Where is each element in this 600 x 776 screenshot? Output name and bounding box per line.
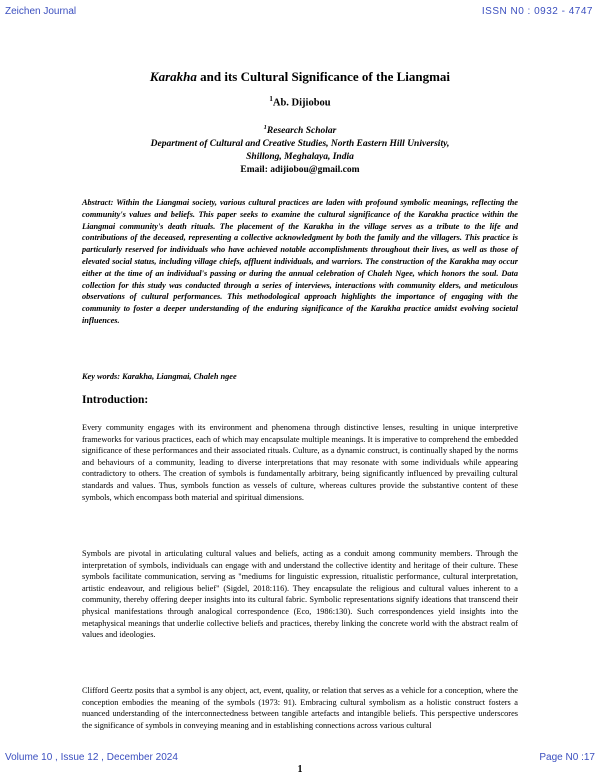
volume-issue: Volume 10 , Issue 12 , December 2024 xyxy=(5,752,178,763)
author-sup: 1 xyxy=(269,95,273,103)
affiliation-role: Research Scholar xyxy=(266,126,337,137)
keywords-label: Key words: xyxy=(82,372,121,381)
keywords-text: Karakha, Liangmai, Chaleh ngee xyxy=(120,372,237,381)
journal-page-no: Page N0 :17 xyxy=(539,752,595,763)
affiliation-role-line xyxy=(0,121,600,138)
affiliation-sup: 1 xyxy=(263,124,267,131)
title-italic-term: Karakha xyxy=(149,69,197,84)
issn: ISSN N0 : 0932 - 4747 xyxy=(481,6,593,17)
title-text: and its Cultural Significance of the Liangmai xyxy=(196,69,451,84)
author-email: Email: adijiobou@gmail.com xyxy=(240,165,360,175)
body-paragraph: Every community engages with its environment and phenomena through distinctive lenses, resulting in unique interpretive frameworks for various practices, each of which may encapsulate multiple meanings. It is imperative to comprehend the embedded significance of these performances and their associated rituals. Culture, as a dynamic construct, is continually shaped by the norms and behaviours of a community, leading to diverse interpretations that may resonate with some individuals while appearing contradictory to others. The creation of symbols is fundamentally arbitrary, being significantly influenced by prevailing cultural standards and values. Thus, symbols function as vessels of culture, whereas cultures provide the substantive content of these symbols, which encompass both material and spiritual dimensions. xyxy=(82,423,518,502)
section-heading: Introduction: xyxy=(82,394,149,406)
affiliation-department: Department of Cultural and Creative Studies, North Eastern Hill University, xyxy=(150,139,450,150)
abstract-label: Abstract: xyxy=(82,198,114,207)
author-name: Ab. Dijiobou xyxy=(272,97,331,109)
author xyxy=(0,95,600,109)
body-paragraph: Symbols are pivotal in articulating cultural values and beliefs, acting as a conduit among community members. Through the interpretation of symbols, individuals can engage with and understand the collective identity and heritage of their culture. These symbols facilitate communication, serving as "mediums for linguistic expression, ritualistic performance, cultural interpretation, artistic endeavour, and religious belief" (Sigdel, 2018:116). They encapsulate the religious and cultural values inherent to a community, thereby offering deeper insights into its cultural fabric. Symbolic representations signify ideations that transcend their physical manifestations through analogical correspondence (Eco, 1986:130). Such correspondences yield insights into the metaphysical meanings that underlie collective beliefs and practices, thereby linking the concrete world with the abstract realm of values and ideologies. xyxy=(82,549,518,640)
paper-title xyxy=(0,69,600,85)
body-paragraph: Clifford Geertz posits that a symbol is any object, act, event, quality, or relation that serves as a vehicle for a conception, where the conception embodies the meaning of the symbols (1973: 91). Embracing cultural symbolism as a holistic construct fosters a nuanced understanding of the interconnectedness between tangible artefacts and intangible beliefs. This perspective underscores the significance of symbols in conveying meaning and in establishing connections across various cultural xyxy=(82,686,518,730)
affiliation xyxy=(0,121,600,164)
abstract-text: Within the Liangmai society, various cultural practices are laden with profound symbolic meanings, reflecting the community's values and beliefs. This paper seeks to examine the cultural significance of the Karakha practice within the Liangmai community's death rituals. The placement of the Karakha in the village serves as a tribute to the life and contributions of the deceased, representing a collective acknowledgment by both the family and the villagers. This practice is particularly reserved for individuals who have achieved notable accomplishments throughout their lives, as well as those of elevated social status, including village chiefs, affluent individuals, and warriors. The construction of the Karakha may occur either at the time of an individual's passing or during the annual celebration of Chaleh Ngee, which honors the soul. Data collection for this study was conducted through a series of interviews, interactions with community elders, and meticulous observations of cultural performances. This methodological approach highlights the importance of engaging with the community to foster a deeper understanding of the enduring significance of the Karakha practice amidst evolving societal influences. xyxy=(82,198,518,325)
affiliation-location: Shillong, Meghalaya, India xyxy=(246,152,354,163)
journal-name: Zeichen Journal xyxy=(5,6,77,17)
abstract xyxy=(82,197,518,327)
keywords xyxy=(82,372,518,381)
page-number: 1 xyxy=(297,764,303,775)
